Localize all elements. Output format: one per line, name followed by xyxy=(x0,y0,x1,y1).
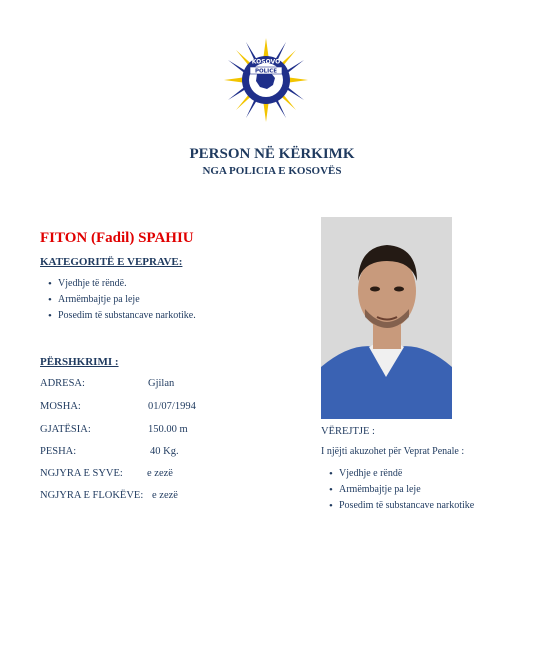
eye-color-value: e zezë xyxy=(147,468,173,479)
categories-list xyxy=(48,276,268,324)
height-value: 150.00 m xyxy=(148,424,188,435)
person-name: FITON (Fadil) SPAHIU xyxy=(40,230,194,246)
description-row-hair-color xyxy=(40,490,178,501)
age-value: 01/07/1994 xyxy=(148,401,196,412)
description-row-address xyxy=(40,378,175,389)
logo-banner-text: POLICE xyxy=(254,68,278,75)
description-heading: PËRSHKRIMI : xyxy=(40,356,119,368)
category-item: • Vjedhje të rëndë. xyxy=(48,276,268,292)
page-title: PERSON NË KËRKIMK xyxy=(189,146,355,162)
description-row-weight xyxy=(40,446,179,457)
remarks-text: I njëjti akuzohet për Veprat Penale : xyxy=(321,446,465,457)
eye-color-label: NGJYRA E SYVE: xyxy=(40,468,123,479)
category-item: • Armëmbajtje pa leje xyxy=(48,292,268,308)
remarks-heading: VËREJTJE : xyxy=(321,426,375,437)
hair-color-label: NGJYRA E FLOKËVE: xyxy=(40,490,144,501)
age-label: MOSHA: xyxy=(40,401,81,412)
remarks-item: • Posedim të substancave narkotike xyxy=(329,498,529,514)
logo-top-text: KOSOVO xyxy=(251,58,281,66)
kosovo-police-logo xyxy=(224,38,308,122)
address-value: Gjilan xyxy=(148,378,175,389)
remarks-item: • Vjedhje e rëndë xyxy=(329,466,529,482)
remarks-item: • Armëmbajtje pa leje xyxy=(329,482,529,498)
hair-color-value: e zezë xyxy=(152,490,178,501)
weight-value: 40 Kg. xyxy=(150,446,179,457)
address-label: ADRESA: xyxy=(40,378,85,389)
description-row-eye-color xyxy=(40,468,173,479)
remarks-list xyxy=(329,466,529,514)
page-subtitle: NGA POLICIA E KOSOVËS xyxy=(202,165,342,177)
height-label: GJATËSIA: xyxy=(40,424,91,435)
categories-heading: KATEGORITË E VEPRAVE: xyxy=(40,256,183,268)
category-item: • Posedim të substancave narkotike. xyxy=(48,308,268,324)
weight-label: PESHA: xyxy=(40,446,77,457)
person-photo xyxy=(321,217,452,419)
description-row-height xyxy=(40,424,188,435)
description-row-age xyxy=(40,401,196,412)
